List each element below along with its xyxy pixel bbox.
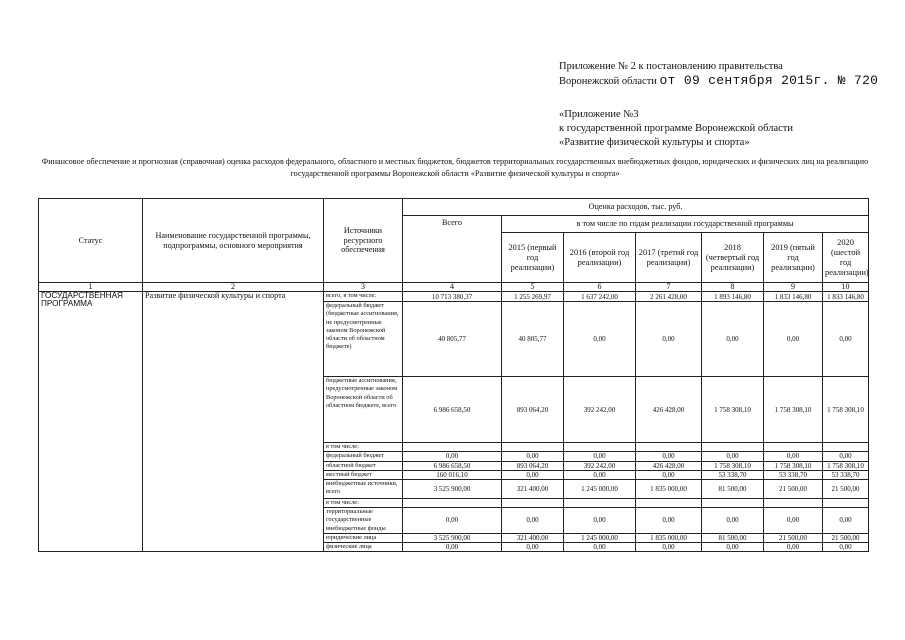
year-value-cell: 1 758 308,10 [702, 461, 764, 470]
source-cell: местный бюджет [324, 470, 403, 479]
total-value-cell: 0,00 [403, 452, 502, 461]
year-value-cell: 0,00 [636, 302, 702, 377]
total-value-cell: 40 805,77 [403, 302, 502, 377]
resolution-header-line1: Приложение № 2 к постановлению правительства [559, 61, 783, 72]
year-value-cell: 0,00 [564, 543, 636, 552]
year-value-cell: 392 242,00 [564, 377, 636, 443]
year-value-cell: 321 400,00 [502, 533, 564, 542]
program-name-cell: Развитие физической культуры и спорта [143, 292, 324, 552]
year-value-cell: 893 064,20 [502, 377, 564, 443]
year-value-cell: 0,00 [702, 452, 764, 461]
year-value-cell [564, 443, 636, 452]
total-value-cell: 0,00 [403, 543, 502, 552]
source-cell: территориальные государственные внебюджетные фонды [324, 508, 403, 534]
year-value-cell: 21 500,00 [764, 480, 823, 499]
col-number: 2 [143, 283, 324, 292]
year-value-cell [702, 499, 764, 508]
year-value-cell: 53 338,70 [764, 470, 823, 479]
table-row [39, 292, 869, 302]
year-value-cell: 1 758 308,10 [823, 461, 869, 470]
header-year-2017: 2017 (третий год реализации) [636, 233, 702, 283]
year-value-cell: 0,00 [823, 452, 869, 461]
year-value-cell: 893 064,20 [502, 461, 564, 470]
year-value-cell: 1 758 308,10 [823, 377, 869, 443]
header-estimate: Оценка расходов, тыс. руб. [403, 199, 869, 216]
year-value-cell [764, 499, 823, 508]
status-cell: ГОСУДАРСТВЕННАЯ ПРОГРАММА [39, 292, 143, 552]
year-value-cell: 0,00 [564, 452, 636, 461]
resolution-date-number: от 09 сентября 2015г. № 720 [659, 73, 879, 88]
year-value-cell: 0,00 [702, 302, 764, 377]
source-cell: физические лица [324, 543, 403, 552]
year-value-cell: 0,00 [502, 470, 564, 479]
appendix-header [559, 108, 793, 150]
col-number: 10 [823, 283, 869, 292]
header-year-2018: 2018 (четвертый год реализации) [702, 233, 764, 283]
total-value-cell [403, 499, 502, 508]
header-source: Источники ресурсного обеспечения [324, 199, 403, 283]
year-value-cell: 0,00 [564, 302, 636, 377]
header-total: Всего [403, 216, 502, 283]
source-cell: внебюджетные источники, всего [324, 480, 403, 499]
year-value-cell: 1 835 000,00 [636, 533, 702, 542]
year-value-cell: 0,00 [564, 470, 636, 479]
year-value-cell: 0,00 [823, 508, 869, 534]
financing-table [38, 198, 869, 552]
year-value-cell: 1 758 308,10 [764, 377, 823, 443]
col-number: 7 [636, 283, 702, 292]
year-value-cell: 2 261 428,00 [636, 292, 702, 302]
year-value-cell: 1 637 242,00 [564, 292, 636, 302]
year-value-cell: 1 255 269,97 [502, 292, 564, 302]
year-value-cell: 0,00 [636, 543, 702, 552]
source-cell: федеральный бюджет [324, 452, 403, 461]
year-value-cell: 0,00 [564, 508, 636, 534]
header-year-2019: 2019 (пятый год реализации) [764, 233, 823, 283]
region-name: Воронежской области [559, 76, 657, 87]
source-cell: всего, в том числе: [324, 292, 403, 302]
year-value-cell: 0,00 [636, 470, 702, 479]
total-value-cell: 10 713 380,37 [403, 292, 502, 302]
year-value-cell: 0,00 [702, 508, 764, 534]
year-value-cell: 0,00 [764, 508, 823, 534]
appendix-line2: к государственной программе Воронежской области [559, 123, 794, 134]
year-value-cell: 21 500,00 [764, 533, 823, 542]
year-value-cell [636, 499, 702, 508]
year-value-cell: 53 338,70 [702, 470, 764, 479]
year-value-cell: 0,00 [823, 302, 869, 377]
year-value-cell [502, 499, 564, 508]
document-title: Финансовое обеспечение и прогнозная (справочная) оценка расходов федерального, областного и местных бюджетов, бюджетов территориальных государственных внебюджетных фондов, юридических и физических лиц на реализацию государственной программы Воронежской области «Развитие физической культуры и спорта» [41, 157, 869, 178]
year-value-cell [636, 443, 702, 452]
header-year-2016: 2016 (второй год реализации) [564, 233, 636, 283]
year-value-cell: 0,00 [502, 452, 564, 461]
total-value-cell: 6 986 658,50 [403, 377, 502, 443]
year-value-cell: 1 245 000,00 [564, 533, 636, 542]
header-status: Статус [39, 199, 143, 283]
header-year-2020: 2020 (шестой год реализации) [823, 233, 869, 283]
year-value-cell: 0,00 [764, 302, 823, 377]
year-value-cell: 0,00 [764, 543, 823, 552]
total-value-cell [403, 443, 502, 452]
year-value-cell: 426 428,00 [636, 461, 702, 470]
source-cell: юридические лица [324, 533, 403, 542]
year-value-cell: 21 500,00 [823, 533, 869, 542]
col-number: 9 [764, 283, 823, 292]
source-cell: областной бюджет [324, 461, 403, 470]
header-by-year: в том числе по годам реализации государственной программы [502, 216, 869, 233]
year-value-cell: 1 835 000,00 [636, 480, 702, 499]
year-value-cell: 81 500,00 [702, 480, 764, 499]
resolution-header [559, 60, 878, 89]
year-value-cell: 40 805,77 [502, 302, 564, 377]
financing-rows [39, 292, 869, 552]
source-cell: в том числе: [324, 499, 403, 508]
total-value-cell: 0,00 [403, 508, 502, 534]
appendix-line1: «Приложение №3 [559, 109, 639, 120]
year-value-cell: 0,00 [702, 543, 764, 552]
year-value-cell [702, 443, 764, 452]
col-number: 4 [403, 283, 502, 292]
year-value-cell [502, 443, 564, 452]
year-value-cell: 0,00 [502, 508, 564, 534]
year-value-cell: 1 245 000,00 [564, 480, 636, 499]
col-number: 8 [702, 283, 764, 292]
col-number: 1 [39, 283, 143, 292]
year-value-cell: 321 400,00 [502, 480, 564, 499]
resolution-header-line2 [559, 74, 878, 89]
year-value-cell: 0,00 [764, 452, 823, 461]
total-value-cell: 3 525 900,00 [403, 480, 502, 499]
col-number: 5 [502, 283, 564, 292]
year-value-cell: 0,00 [823, 543, 869, 552]
total-value-cell: 6 986 658,50 [403, 461, 502, 470]
source-cell: бюджетные ассигнования, предусмотренные законом Воронежской области об областном бюджете, всего [324, 377, 403, 443]
year-value-cell: 53 338,70 [823, 470, 869, 479]
year-value-cell: 0,00 [636, 452, 702, 461]
header-name: Наименование государственной программы, подпрограммы, основного мероприятия [143, 199, 324, 283]
year-value-cell [564, 499, 636, 508]
year-value-cell [823, 499, 869, 508]
year-value-cell: 392 242,00 [564, 461, 636, 470]
year-value-cell [823, 443, 869, 452]
year-value-cell: 0,00 [636, 508, 702, 534]
source-cell: в том числе: [324, 443, 403, 452]
year-value-cell: 1 893 146,80 [702, 292, 764, 302]
total-value-cell: 160 016,10 [403, 470, 502, 479]
year-value-cell: 1 833 146,80 [764, 292, 823, 302]
year-value-cell: 1 758 308,10 [702, 377, 764, 443]
year-value-cell: 0,00 [502, 543, 564, 552]
year-value-cell: 1 833 146,80 [823, 292, 869, 302]
header-year-2015: 2015 (первый год реализации) [502, 233, 564, 283]
year-value-cell: 81 500,00 [702, 533, 764, 542]
year-value-cell: 426 428,00 [636, 377, 702, 443]
source-cell: федеральный бюджет (бюджетные ассигнования, не предусмотренные законом Воронежской области об областном бюджете) [324, 302, 403, 377]
col-number: 3 [324, 283, 403, 292]
year-value-cell: 21 500,00 [823, 480, 869, 499]
total-value-cell: 3 525 900,00 [403, 533, 502, 542]
appendix-line3: «Развитие физической культуры и спорта» [559, 137, 750, 148]
year-value-cell: 1 758 308,10 [764, 461, 823, 470]
col-number: 6 [564, 283, 636, 292]
year-value-cell [764, 443, 823, 452]
